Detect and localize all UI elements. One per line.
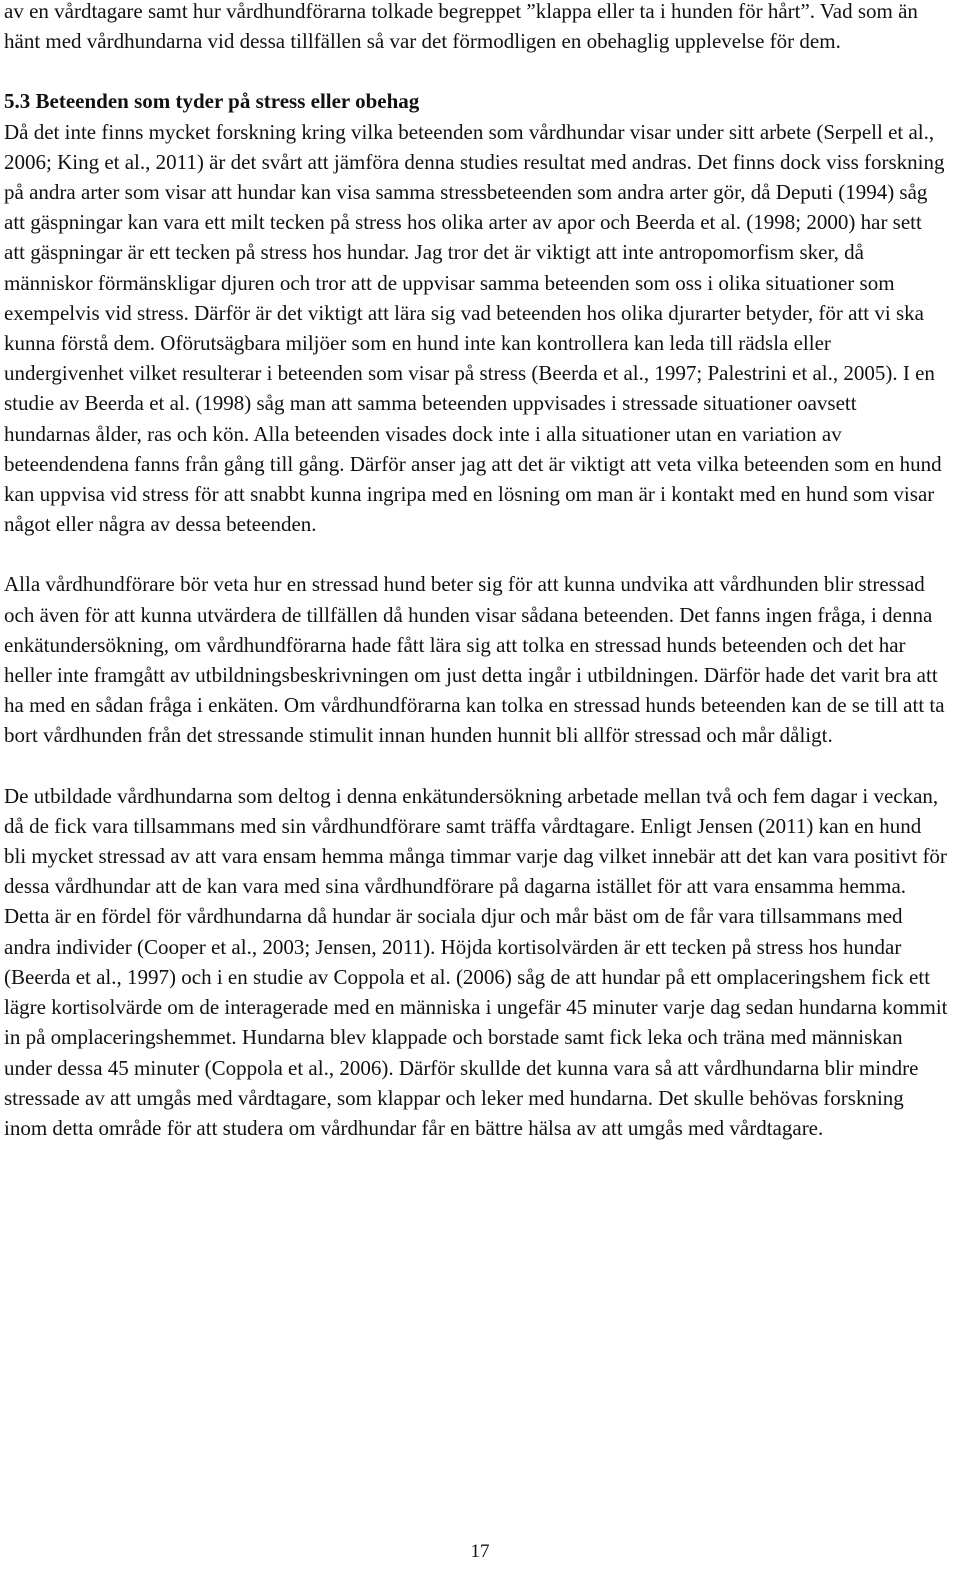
body-paragraph-3: De utbildade vårdhundarna som deltog i denna enkätundersökning arbetade mellan två och fem dagar i veckan, då de fick vara tillsammans med sin vårdhundförare samt träffa vårdtagare. Enligt Jensen (2011) kan en hund bli mycket stressad av att vara ensam hemma många timmar varje dag vilket innebär att det kan vara positivt för dessa vårdhundar att de kan vara med sina vårdhundförare på dagarna istället för att vara ensamma hemma. Detta är en fördel för vårdhundarna då hundar är sociala djur och mår bäst om de får vara tillsammans med andra individer (Cooper et al., 2003; Jensen, 2011). Höjda kortisolvärden är ett tecken på stress hos hundar (Beerda et al., 1997) och i en studie av Coppola et al. (2006) såg de att hundar på ett omplaceringshem fick ett lägre kortisolvärde om de interagerade med en människa i ungefär 45 minuter varje dag sedan hundarna kommit in på omplaceringshemmet. Hundarna blev klappade och borstade samt fick leka och träna med människan under dessa 45 minuter (Coppola et al., 2006). Därför skullde det kunna vara så att vårdhundarna blir mindre stressade av att umgås med vårdtagare, som klappar och leker med hundarna. Det skulle behövas forskning inom detta område för att studera om vårdhundar får en bättre hälsa av att umgås med vårdtagare. <box>4 783 948 1140</box>
document-page <box>4 0 948 1143</box>
intro-continuation-paragraph: av en vårdtagare samt hur vårdhundförarna tolkade begreppet ”klappa eller ta i hunden för hårt”. Vad som än hänt med vårdhundarna vid dessa tillfällen så var det förmodligen en obehaglig upplevelse för dem. <box>4 0 918 54</box>
page-number: 17 <box>470 1541 490 1562</box>
section-heading: 5.3 Beteenden som tyder på stress eller obehag <box>4 89 420 114</box>
body-paragraph-2: Alla vårdhundförare bör veta hur en stressad hund beter sig för att kunna undvika att vårdhunden blir stressad och även för att kunna utvärdera de tillfällen då hunden visar sådana beteenden. Det fanns ingen fråga, i denna enkätundersökning, om vårdhundförarna hade fått lära sig att tolka en stressad hunds beteenden och det har heller inte framgått av utbildningsbeskrivningen om just detta ingår i utbildningen. Därför hade det varit bra att ha med en sådan fråga i enkäten. Om vårdhundförarna kan tolka en stressad hunds beteenden kan de se till att ta bort vårdhunden från det stressande stimulit innan hunden hunnit bli allför stressad och mår dåligt. <box>4 572 945 748</box>
body-paragraph-1: Då det inte finns mycket forskning kring vilka beteenden som vårdhundar visar under sitt arbete (Serpell et al., 2006; King et al., 2011) är det svårt att jämföra denna studies resultat med andras. Det finns dock viss forskning på andra arter som visar att hundar kan visa samma stressbeteenden som andra arter gör, då Deputi (1994) såg att gäspningar kan vara ett milt tecken på stress hos olika arter av apor och Beerda et al. (1998; 2000) har sett att gäspningar är ett tecken på stress hos hundar. Jag tror det är viktigt att inte antropomorfism sker, då människor förmänskligar djuren och tror att de uppvisar samma beteenden som oss i olika situationer som exempelvis vid stress. Därför är det viktigt att lära sig vad beteenden hos olika djurarter betyder, för att vi ska kunna förstå dem. Oförutsägbara miljöer som en hund inte kan kontrollera kan leda till rädsla eller undergivenhet vilket resulterar i beteenden som visar på stress (Beerda et al., 1997; Palestrini et al., 2005). I en studie av Beerda et al. (1998) såg man att samma beteenden uppvisades i stressade situationer oavsett hundarnas ålder, ras och kön. Alla beteenden visades dock inte i alla situationer utan en variation av beteendendena fanns från gång till gång. Därför anser jag att det är viktigt att veta vilka beteenden som en hund kan uppvisa vid stress för att snabbt kunna ingripa med en lösning om man är i kontakt med en hund som visar något eller några av dessa beteenden. <box>4 119 945 537</box>
